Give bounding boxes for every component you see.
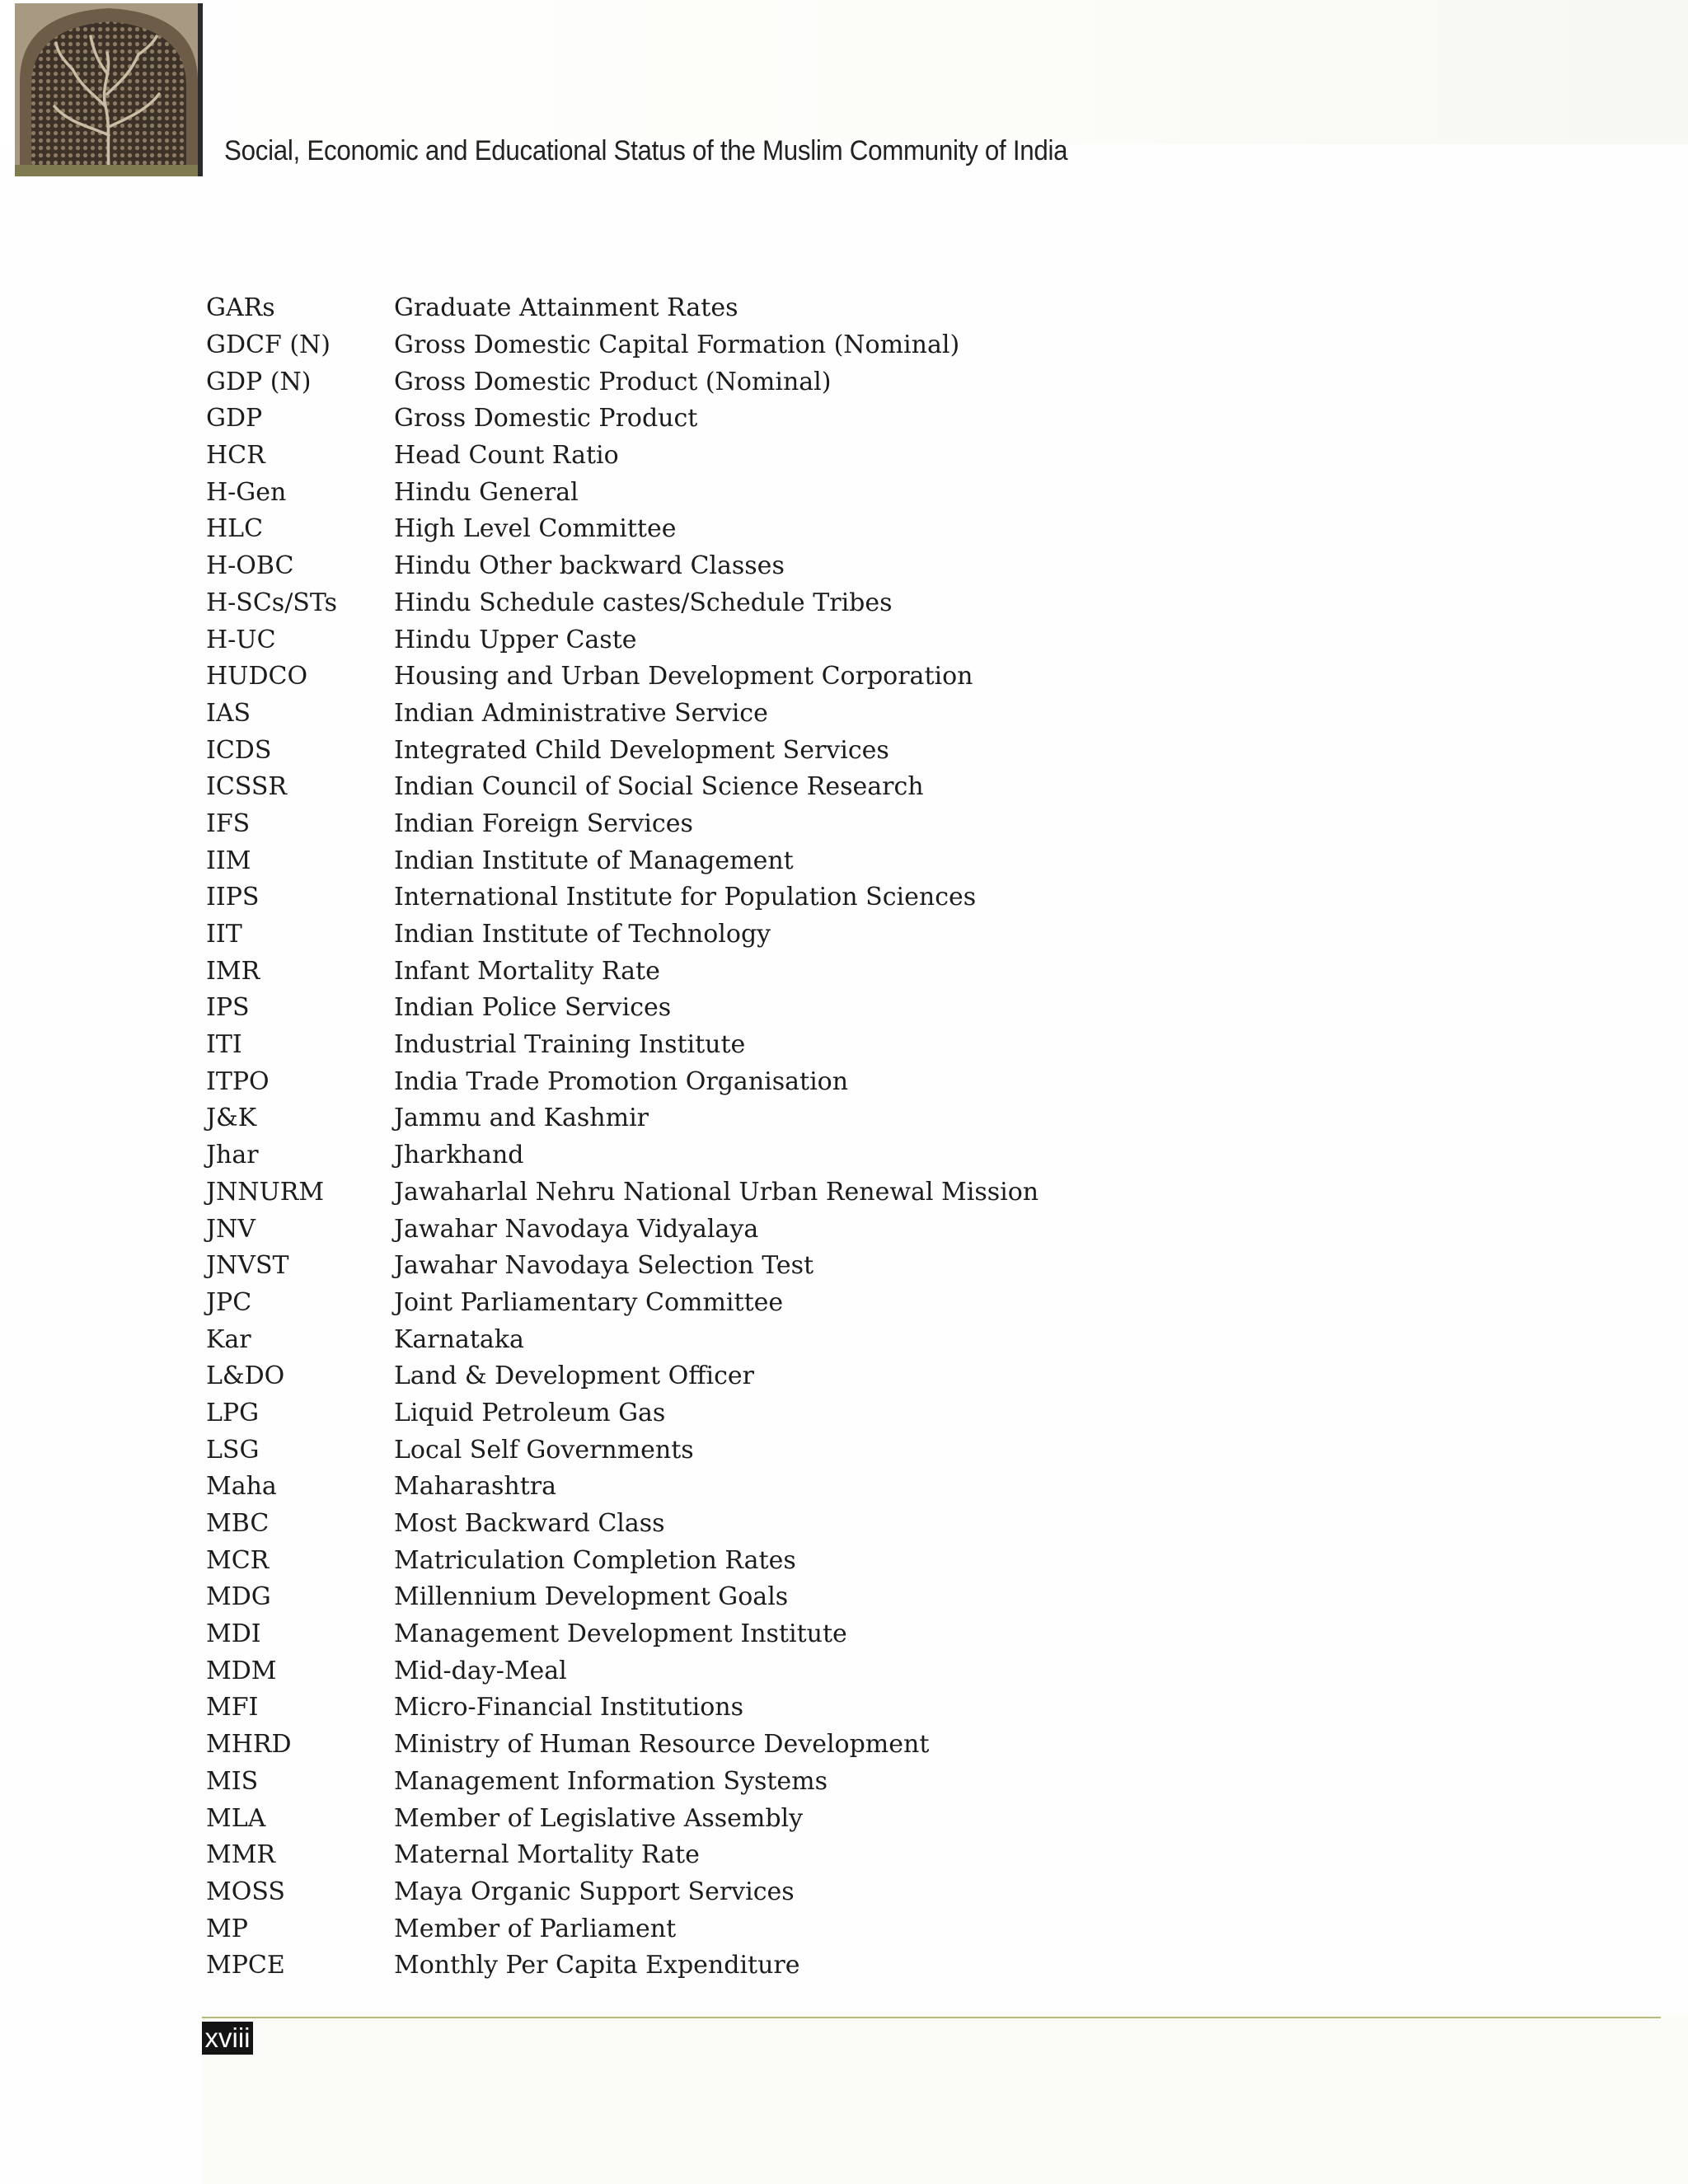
abbreviation-definition: Land & Development Officer <box>394 1361 754 1391</box>
abbreviation-row <box>206 548 1442 585</box>
abbreviation-row <box>206 1432 1442 1469</box>
abbreviation-term: MLA <box>206 1803 266 1833</box>
abbreviation-term: MP <box>206 1914 248 1943</box>
abbreviation-term: MBC <box>206 1509 270 1539</box>
abbreviation-definition: Hindu Other backward Classes <box>394 551 785 581</box>
abbreviation-definition: Indian Institute of Management <box>394 846 794 875</box>
abbreviation-term: H-UC <box>206 625 276 654</box>
footer-rule <box>202 2017 1661 2018</box>
abbreviation-row <box>206 1800 1442 1837</box>
abbreviation-definition: Indian Foreign Services <box>394 808 693 838</box>
abbreviation-term: JNV <box>206 1214 256 1244</box>
abbreviation-row <box>206 290 1442 327</box>
abbreviation-term: IFS <box>206 808 251 838</box>
abbreviation-row <box>206 1727 1442 1764</box>
abbreviation-definition: Joint Parliamentary Committee <box>394 1287 784 1317</box>
abbreviation-row <box>206 879 1442 916</box>
abbreviation-term: ICDS <box>206 735 272 765</box>
abbreviation-definition: Industrial Training Institute <box>394 1030 746 1060</box>
abbreviation-row <box>206 1321 1442 1358</box>
abbreviation-row <box>206 1027 1442 1064</box>
abbreviation-row <box>206 1874 1442 1911</box>
abbreviation-term: IPS <box>206 993 250 1023</box>
abbreviation-definition: Indian Police Services <box>394 993 672 1023</box>
abbreviation-term: H-SCs/STs <box>206 588 338 617</box>
abbreviation-row <box>206 1947 1442 1985</box>
abbreviation-term: HUDCO <box>206 662 308 691</box>
mosque-jali-window-icon <box>15 3 203 176</box>
abbreviation-term: MHRD <box>206 1730 292 1760</box>
abbreviation-definition: Housing and Urban Development Corporation <box>394 662 973 691</box>
abbreviation-term: MCR <box>206 1545 270 1575</box>
abbreviation-row <box>206 363 1442 401</box>
abbreviation-definition: Local Self Governments <box>394 1435 694 1465</box>
abbreviation-term: JNVST <box>206 1251 289 1281</box>
abbreviation-definition: Micro-Financial Institutions <box>394 1693 744 1722</box>
abbreviation-row <box>206 511 1442 548</box>
abbreviation-term: MDG <box>206 1582 271 1612</box>
abbreviation-row <box>206 1174 1442 1212</box>
page-number: xviii <box>202 2022 253 2055</box>
abbreviation-term: IIT <box>206 920 242 949</box>
abbreviation-term: ITPO <box>206 1066 270 1096</box>
abbreviation-definition: Member of Parliament <box>394 1914 677 1943</box>
abbreviation-definition: Maya Organic Support Services <box>394 1877 795 1906</box>
abbreviation-row <box>206 990 1442 1027</box>
abbreviation-row <box>206 401 1442 438</box>
abbreviation-definition: Most Backward Class <box>394 1509 665 1539</box>
abbreviation-definition: Ministry of Human Resource Development <box>394 1730 930 1760</box>
page-title: Social, Economic and Educational Status of the Muslim Community of India <box>224 135 1068 166</box>
abbreviation-row <box>206 1063 1442 1100</box>
abbreviation-definition: Management Information Systems <box>394 1766 828 1796</box>
abbreviation-definition: Matriculation Completion Rates <box>394 1545 796 1575</box>
abbreviation-definition: Integrated Child Development Services <box>394 735 889 765</box>
abbreviation-definition: Jawahar Navodaya Selection Test <box>394 1251 814 1281</box>
abbreviation-term: MDI <box>206 1619 261 1649</box>
abbreviation-definition: Gross Domestic Capital Formation (Nominal) <box>394 330 960 360</box>
abbreviation-term: H-Gen <box>206 477 287 507</box>
abbreviation-term: ITI <box>206 1030 242 1060</box>
abbreviation-definition: International Institute for Population Sciences <box>394 883 977 912</box>
abbreviation-term: MPCE <box>206 1951 285 1980</box>
abbreviation-definition: Gross Domestic Product <box>394 404 698 434</box>
abbreviation-term: JPC <box>206 1287 252 1317</box>
abbreviation-definition: Indian Administrative Service <box>394 698 768 728</box>
abbreviation-term: LPG <box>206 1398 260 1427</box>
abbreviation-term: JNNURM <box>206 1177 325 1207</box>
abbreviation-definition: Head Count Ratio <box>394 441 619 471</box>
abbreviation-definition: Infant Mortality Rate <box>394 956 660 986</box>
abbreviation-definition: Monthly Per Capita Expenditure <box>394 1951 800 1980</box>
abbreviation-row <box>206 842 1442 879</box>
abbreviation-row <box>206 696 1442 733</box>
abbreviation-row <box>206 1506 1442 1543</box>
abbreviation-definition: High Level Committee <box>394 514 677 544</box>
abbreviation-row <box>206 1285 1442 1322</box>
abbreviation-row <box>206 1137 1442 1174</box>
abbreviation-row <box>206 806 1442 843</box>
abbreviation-definition: Jammu and Kashmir <box>394 1104 649 1133</box>
abbreviation-row <box>206 1100 1442 1137</box>
abbreviation-definition: Graduate Attainment Rates <box>394 293 738 323</box>
abbreviation-term: MIS <box>206 1766 259 1796</box>
abbreviation-term: GARs <box>206 293 275 323</box>
abbreviation-term: ICSSR <box>206 772 287 802</box>
abbreviation-term: IMR <box>206 956 260 986</box>
abbreviation-row <box>206 916 1442 954</box>
abbreviation-term: MDM <box>206 1656 277 1685</box>
abbreviation-definition: Maharashtra <box>394 1472 557 1502</box>
abbreviation-term: MMR <box>206 1840 276 1870</box>
abbreviation-definition: Indian Institute of Technology <box>394 920 771 949</box>
abbreviation-row <box>206 474 1442 511</box>
abbreviation-term: LSG <box>206 1435 260 1465</box>
footer-area <box>202 2015 1688 2184</box>
abbreviation-row <box>206 327 1442 364</box>
abbreviation-term: L&DO <box>206 1361 285 1391</box>
abbreviation-term: MOSS <box>206 1877 285 1906</box>
abbreviation-term: H-OBC <box>206 551 294 581</box>
abbreviation-row <box>206 1469 1442 1506</box>
abbreviation-row <box>206 1579 1442 1616</box>
abbreviation-definition: Member of Legislative Assembly <box>394 1803 804 1833</box>
abbreviation-term: Maha <box>206 1472 277 1502</box>
abbreviation-row <box>206 1358 1442 1395</box>
abbreviation-definition: Maternal Mortality Rate <box>394 1840 700 1870</box>
abbreviation-row <box>206 953 1442 990</box>
abbreviation-term: IAS <box>206 698 251 728</box>
abbreviation-definition: Karnataka <box>394 1324 524 1354</box>
abbreviation-definition: Indian Council of Social Science Research <box>394 772 924 802</box>
abbreviation-definition: India Trade Promotion Organisation <box>394 1066 849 1096</box>
abbreviation-definition: Management Development Institute <box>394 1619 847 1649</box>
abbreviation-term: MFI <box>206 1693 259 1722</box>
abbreviation-term: GDCF (N) <box>206 330 331 360</box>
abbreviation-definition: Jawahar Navodaya Vidyalaya <box>394 1214 759 1244</box>
abbreviation-row <box>206 585 1442 622</box>
abbreviation-row <box>206 438 1442 475</box>
abbreviation-row <box>206 1652 1442 1690</box>
abbreviation-definition: Jawaharlal Nehru National Urban Renewal Mission <box>394 1177 1039 1207</box>
abbreviation-term: Jhar <box>206 1141 259 1170</box>
abbreviation-definition: Hindu General <box>394 477 579 507</box>
abbreviation-row <box>206 1542 1442 1579</box>
abbreviation-definition: Liquid Petroleum Gas <box>394 1398 666 1427</box>
abbreviation-term: J&K <box>206 1104 257 1133</box>
abbreviation-definition: Millennium Development Goals <box>394 1582 789 1612</box>
abbreviation-definition: Jharkhand <box>394 1141 524 1170</box>
abbreviation-term: GDP (N) <box>206 367 312 396</box>
abbreviation-row <box>206 1395 1442 1432</box>
abbreviation-row <box>206 1616 1442 1653</box>
abbreviation-row <box>206 621 1442 658</box>
page-header <box>0 0 1688 144</box>
abbreviation-definition: Hindu Upper Caste <box>394 625 637 654</box>
abbreviation-term: GDP <box>206 404 263 434</box>
abbreviation-term: IIM <box>206 846 251 875</box>
abbreviation-row <box>206 1837 1442 1874</box>
abbreviation-row <box>206 1910 1442 1947</box>
abbreviation-definition: Hindu Schedule castes/Schedule Tribes <box>394 588 893 617</box>
abbreviation-row <box>206 1764 1442 1801</box>
abbreviation-definition: Mid-day-Meal <box>394 1656 567 1685</box>
abbreviation-term: HCR <box>206 441 265 471</box>
abbreviation-list <box>206 290 1442 1985</box>
abbreviation-row <box>206 1690 1442 1727</box>
abbreviation-row <box>206 732 1442 769</box>
abbreviation-row <box>206 1211 1442 1248</box>
abbreviation-row <box>206 1248 1442 1285</box>
abbreviation-row <box>206 769 1442 806</box>
abbreviation-term: HLC <box>206 514 264 544</box>
abbreviation-definition: Gross Domestic Product (Nominal) <box>394 367 832 396</box>
abbreviation-term: IIPS <box>206 883 260 912</box>
abbreviation-row <box>206 658 1442 696</box>
abbreviation-term: Kar <box>206 1324 251 1354</box>
